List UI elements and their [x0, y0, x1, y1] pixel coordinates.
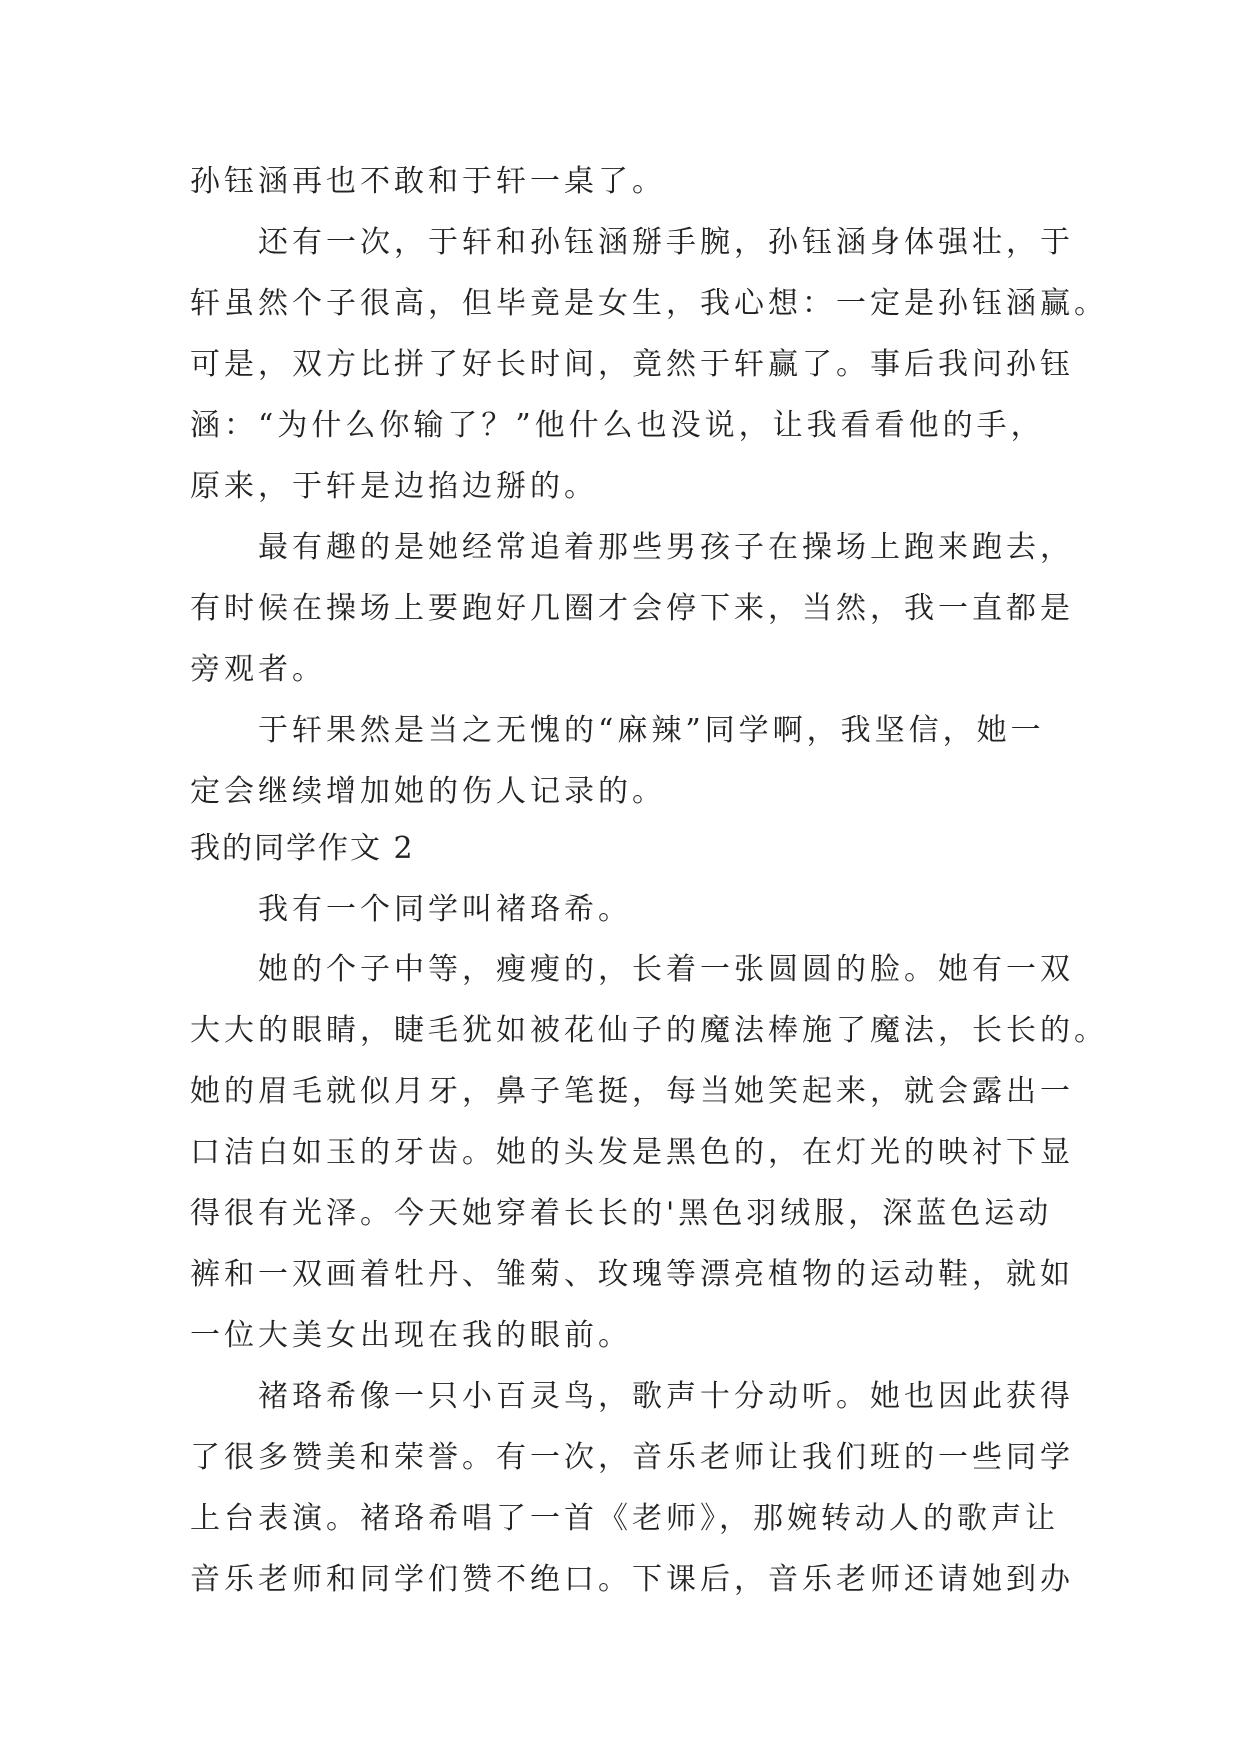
text-line: 音乐老师和同学们赞不绝口。下课后，音乐老师还请她到办 — [190, 1562, 1074, 1597]
text-line: 还有一次，于轩和孙钰涵掰手腕，孙钰涵身体强壮，于 — [258, 225, 1074, 260]
text-line: 她的眉毛就似月牙，鼻子笔挺，每当她笑起来，就会露出一 — [190, 1074, 1074, 1109]
text-line: 口洁白如玉的牙齿。她的头发是黑色的，在灯光的映衬下显 — [190, 1135, 1074, 1170]
text-line: 最有趣的是她经常追着那些男孩子在操场上跑来跑去， — [258, 530, 1074, 565]
text-line: 可是，双方比拼了好长时间，竟然于轩赢了。事后我问孙钰 — [190, 347, 1074, 382]
text-line: 有时候在操场上要跑好几圈才会停下来，当然，我一直都是 — [190, 591, 1074, 626]
text-line: 旁观者。 — [190, 652, 326, 687]
text-line: 褚珞希像一只小百灵鸟，歌声十分动听。她也因此获得 — [258, 1379, 1074, 1414]
text-line: 得很有光泽。今天她穿着长长的'黑色羽绒服，深蓝色运动 — [190, 1196, 1053, 1231]
text-line: 裤和一双画着牡丹、雏菊、玫瑰等漂亮植物的运动鞋，就如 — [190, 1257, 1074, 1292]
text-line: 孙钰涵再也不敢和于轩一桌了。 — [190, 164, 666, 199]
text-line: 于轩果然是当之无愧的“麻辣”同学啊，我坚信，她一 — [258, 713, 1045, 748]
section-heading: 我的同学作文 2 — [190, 831, 415, 866]
text-line: 她的个子中等，瘦瘦的，长着一张圆圆的脸。她有一双 — [258, 952, 1074, 987]
text-line: 了很多赞美和荣誉。有一次，音乐老师让我们班的一些同学 — [190, 1440, 1074, 1475]
text-line: 大大的眼睛，睫毛犹如被花仙子的魔法棒施了魔法，长长的。 — [190, 1013, 1108, 1048]
text-line: 定会继续增加她的伤人记录的。 — [190, 774, 666, 809]
text-line: 原来，于轩是边掐边掰的。 — [190, 469, 598, 504]
text-line: 上台表演。褚珞希唱了一首《老师》，那婉转动人的歌声让 — [190, 1501, 1059, 1536]
text-line: 一位大美女出现在我的眼前。 — [190, 1318, 632, 1353]
text-line: 我有一个同学叫褚珞希。 — [258, 892, 632, 927]
text-line: 涵：“为什么你输了？”他什么也没说，让我看看他的手， — [190, 408, 1045, 443]
text-line: 轩虽然个子很高，但毕竟是女生，我心想：一定是孙钰涵赢。 — [190, 286, 1108, 321]
